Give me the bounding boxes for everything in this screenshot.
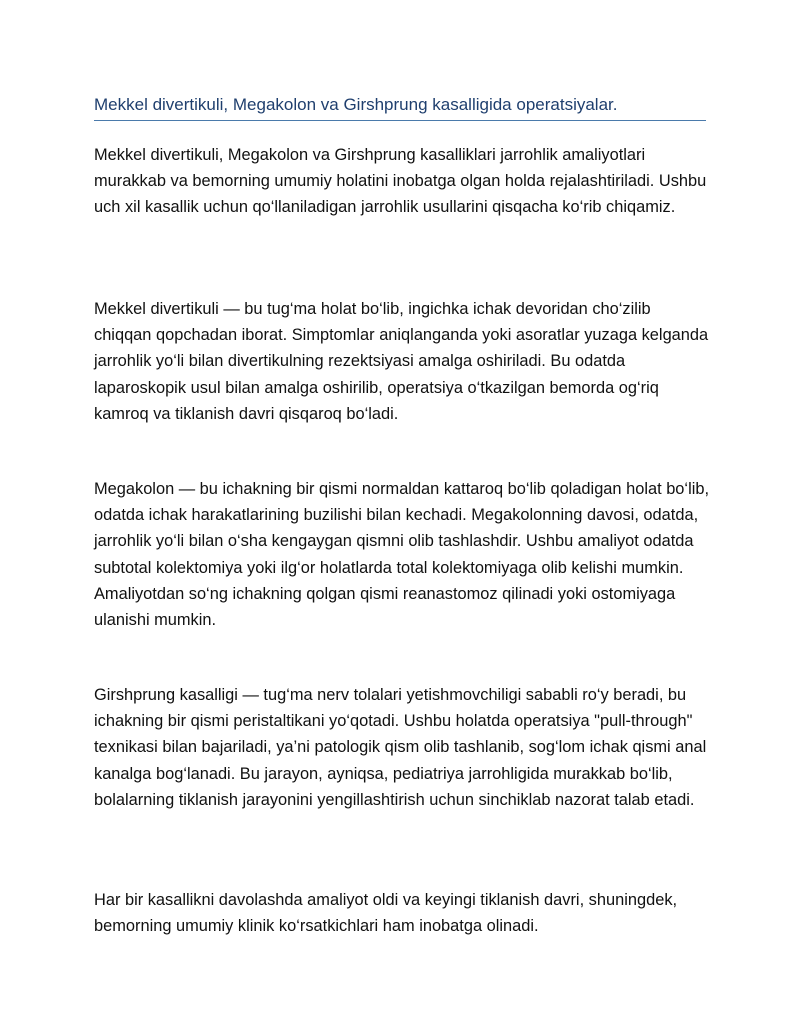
document-title: Mekkel divertikuli, Megakolon va Girshprung kasalligida operatsiyalar. bbox=[94, 95, 618, 114]
paragraph-megacolon: Megakolon — bu ichakning bir qismi normaldan kattaroq bo‘lib qoladigan holat bo‘lib, odatda ichak harakatlarining buzilishi bilan kechadi. Megakolonning davosi, odatda, jarrohlik yo‘li bilan o‘sha kengaygan qismni olib tashlashdir. Ushbu amaliyot odatda subtotal kolektomiya yoki ilg‘or holatlarda total kolektomiyaga olib kelishi mumkin. Amaliyotdan so‘ng ichakning qolgan qismi reanastomoz qilinadi yoki ostomiyaga ulanishi mumkin. bbox=[94, 480, 710, 630]
paragraph-hirschsprung: Girshprung kasalligi — tug‘ma nerv tolalari yetishmovchiligi sababli ro‘y beradi, bu ichakning bir qismi peristaltikani yo‘qotadi. Ushbu holatda operatsiya "pull-through" texnikasi bilan bajariladi, ya’ni patologik qism olib tashlanib, sog‘lom ichak qismi anal kanalga bog‘lanadi. Bu jarayon, ayniqsa, pediatriya jarrohligida murakkab bo‘lib, bolalarning tiklanish jarayonini yengillashtirish uchun sinchiklab nazorat talab etadi. bbox=[94, 686, 707, 809]
paragraph-intro: Mekkel divertikuli, Megakolon va Girshprung kasalliklari jarrohlik amaliyotlari murakkab va bemorning umumiy holatini inobatga olgan holda rejalashtiriladi. Ushbu uch xil kasallik uchun qo‘llaniladigan jarrohlik usullarini qisqacha ko‘rib chiqamiz. bbox=[94, 146, 707, 217]
paragraph-conclusion: Har bir kasallikni davolashda amaliyot oldi va keyingi tiklanish davri, shuningdek, bemorning umumiy klinik ko‘rsatkichlari ham inobatga olinadi. bbox=[94, 891, 678, 936]
paragraph-mekkel-diverticulum: Mekkel divertikuli — bu tug‘ma holat bo‘lib, ingichka ichak devoridan cho‘zilib chiqqan qopchadan iborat. Simptomlar aniqlanganda yoki asoratlar yuzaga kelganda jarrohlik yo‘li bilan divertikulning rezektsiyasi amalga oshiriladi. Bu odatda laparoskopik usul bilan amalga oshirilib, operatsiya o‘tkazilgan bemorda og‘riq kamroq va tiklanish davri qisqaroq bo‘ladi. bbox=[94, 300, 709, 423]
title-underline-rule bbox=[94, 120, 706, 121]
